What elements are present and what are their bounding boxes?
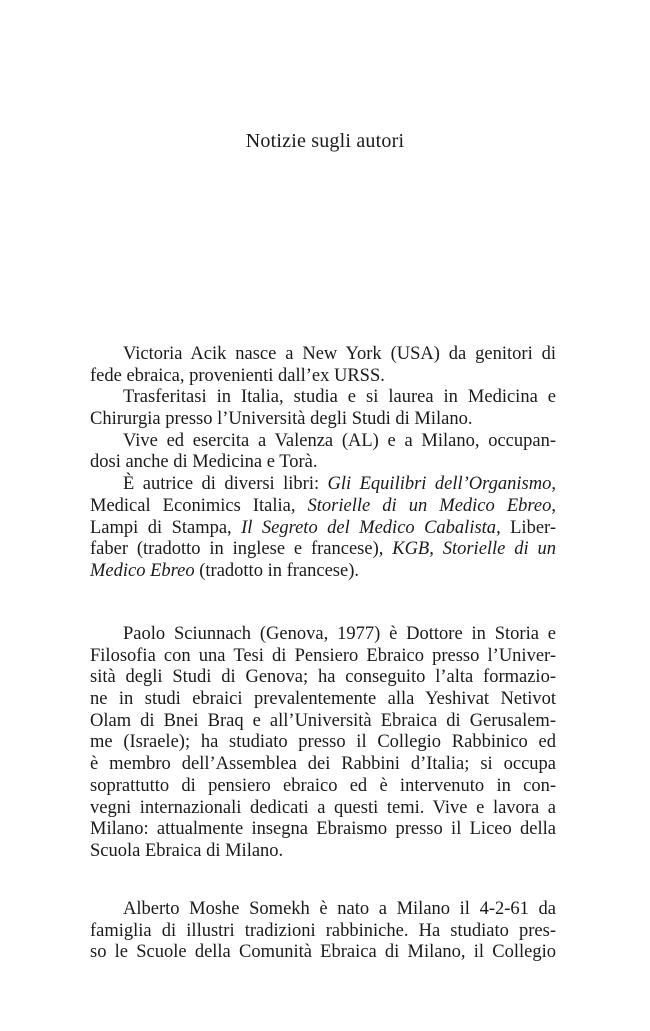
book-title: KGB, Storielle di un — [392, 539, 556, 560]
bio-line: faber (tradotto in inglese e francese), KGB, Storielle di un — [90, 539, 556, 560]
bio-line: È autrice di diversi libri: Gli Equilibri dell’Organismo, — [123, 474, 556, 495]
book-title: Medico Ebreo — [90, 560, 195, 581]
bio-line: Trasferitasi in Italia, studia e si laurea in Medicina e — [123, 387, 556, 408]
bio-line: Medico Ebreo (tradotto in francese). — [90, 560, 359, 581]
bio-line: soprattutto di pensiero ebraico ed è intervenuto in con- — [90, 775, 556, 796]
book-title: Gli Equilibri dell’Organismo — [327, 474, 552, 495]
bio-line: Scuola Ebraica di Milano. — [90, 840, 284, 861]
bio-line: dosi anche di Medicina e Torà. — [90, 452, 318, 473]
bio-line: ne in studi ebraici prevalentemente alla Yeshivat Netivot — [90, 689, 556, 710]
bio-line: Lampi di Stampa, Il Segreto del Medico Cabalista, Liber- — [90, 517, 556, 538]
bio-line: vegni internazionali dedicati a questi temi. Vive e lavora a — [90, 797, 556, 818]
bio-line: Paolo Sciunnach (Genova, 1977) è Dottore in Storia e — [123, 624, 556, 644]
bio-line: Alberto Moshe Somekh è nato a Milano il 4-2-61 da — [123, 899, 556, 919]
bio-line: so le Scuole della Comunità Ebraica di Milano, il Collegio — [90, 942, 556, 963]
bio-line: Medical Econimics Italia, Storielle di un Medico Ebreo, — [90, 495, 556, 516]
bio-line: Filosofia con una Tesi di Pensiero Ebraico presso l’Univer- — [90, 645, 556, 666]
bio-line: Milano: attualmente insegna Ebraismo presso il Liceo della — [90, 819, 556, 840]
bio-line: sità degli Studi di Genova; ha conseguito l’alta formazio- — [90, 667, 556, 688]
page-title: Notizie sugli autori — [245, 130, 405, 152]
bio-line: famiglia di illustri tradizioni rabbiniche. Ha studiato pres- — [90, 920, 556, 941]
author-bio-acik — [90, 344, 556, 583]
bio-line: me (Israele); ha studiato presso il Collegio Rabbinico ed — [90, 732, 556, 753]
bio-line: Victoria Acik nasce a New York (USA) da genitori di — [123, 344, 556, 364]
bio-line: è membro dell’Assemblea dei Rabbini d’Italia; si occupa — [90, 754, 556, 775]
book-title: Storielle di un Medico Ebreo — [307, 495, 552, 516]
bio-line: Olam di Bnei Braq e all’Università Ebraica di Gerusalem- — [90, 710, 556, 731]
bio-line: fede ebraica, provenienti dall’ex URSS. — [90, 365, 385, 386]
author-bio-sciunnach — [90, 624, 556, 863]
author-bio-somekh — [90, 899, 556, 964]
bio-line: Chirurgia presso l’Università degli Studi di Milano. — [90, 409, 473, 430]
book-title: Il Segreto del Medico Cabalista — [241, 517, 497, 538]
bio-line: Vive ed esercita a Valenza (AL) e a Milano, occupan- — [123, 430, 556, 451]
